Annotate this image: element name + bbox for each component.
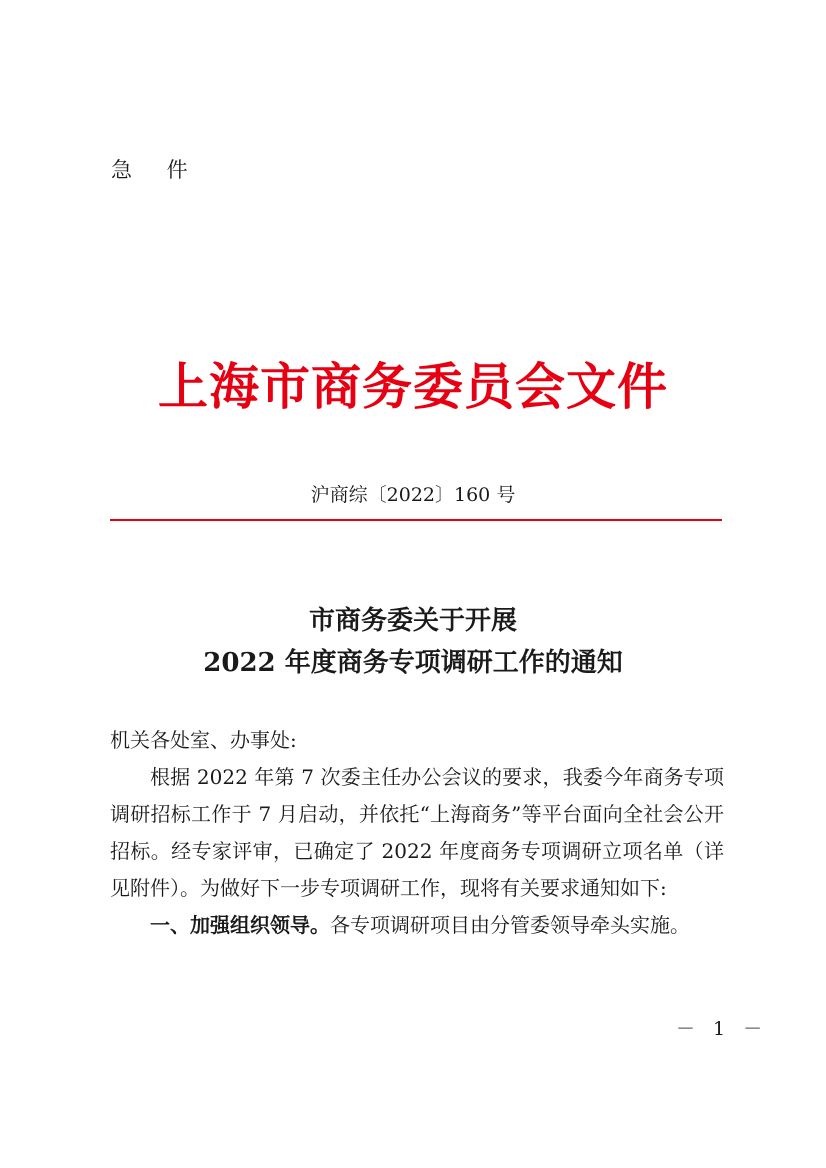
salutation: 机关各处室、办事处: <box>110 728 297 752</box>
section-1-text: 各专项调研项目由分管委领导牵头实施。 <box>330 913 690 937</box>
red-divider <box>110 519 722 521</box>
title-line-1: 市商务委关于开展 <box>308 606 517 636</box>
section-1 <box>110 907 724 944</box>
title-line-2: 2022 年度商务专项调研工作的通知 <box>203 648 623 678</box>
section-1-heading: 一、加强组织领导。 <box>150 913 330 937</box>
notice-title <box>0 600 826 684</box>
urgency-label: 急 件 <box>111 158 202 182</box>
issuer-heading: 上海市商务委员会文件 <box>158 357 668 416</box>
document-number: 沪商综〔2022〕160 号 <box>310 484 516 506</box>
page-number: － 1 － <box>676 1018 769 1040</box>
notice-body <box>110 722 724 944</box>
paragraph-1: 根据 2022 年第 7 次委主任办公会议的要求，我委今年商务专项调研招标工作于 7 月启动，并依托“上海商务”等平台面向全社会公开招标。经专家评审，已确定了 2022 年度商务专项调研立项名单（详见附件）。为做好下一步专项调研工作，现将有关要求通知如下: <box>110 765 724 900</box>
